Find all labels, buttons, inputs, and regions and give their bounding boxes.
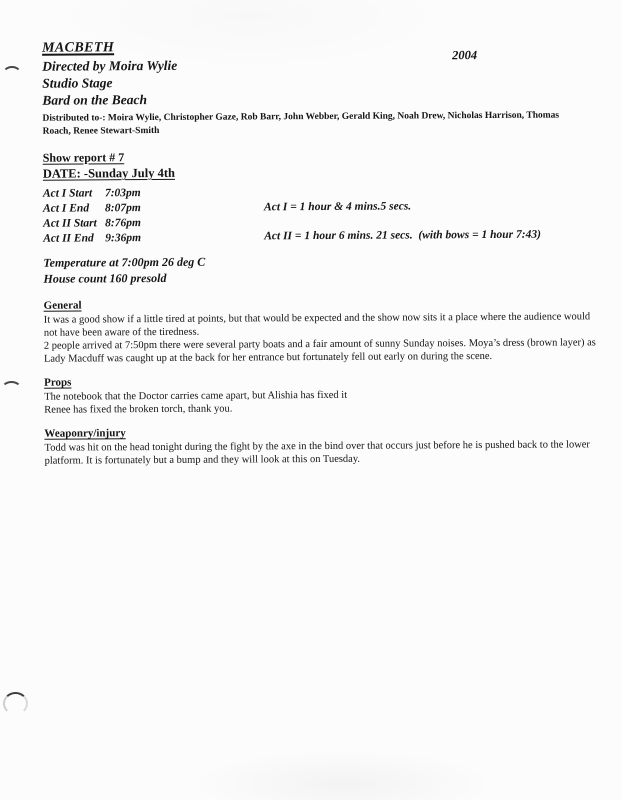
act2-duration-note: Act II = 1 hour 6 mins. 21 secs. (with bows = 1 hour 7:43) [264, 228, 541, 243]
act1-duration-note: Act I = 1 hour & 4 mins.5 secs. [263, 200, 412, 214]
section-body: It was a good show if a little tired at points, but that would be expected and the show now sits it a place where the audience would not have been aware of the tiredness. 2 people arrived at 7:50pm there were several party boats and a fair amount of sunny Sunday noises. Moya’s dress (brown layer) as Lady Macduff was caught up at the back for her entrance but fortunately fell out early on during the scene. [43, 311, 596, 365]
section-weaponry-injury [44, 424, 600, 467]
section-general [44, 296, 600, 365]
document-header [42, 36, 599, 137]
binder-hole-mark-middle [1, 381, 22, 398]
stage-line: Studio Stage [42, 75, 113, 91]
house-count-line: House count 160 presold [43, 270, 167, 286]
director-line: Directed by Moira Wylie [42, 57, 178, 74]
section-props [44, 373, 600, 416]
distribution-list: Distributed to-: Moira Wylie, Christopher Gaze, Rob Barr, John Webber, Gerald King, Noah Drew, Nicholas Harrison, Thomas Roach, Renee Stewart-Smith [42, 110, 560, 137]
show-report-number: Show report # 7 [42, 150, 125, 165]
company-line: Bard on the Beach [42, 92, 148, 108]
year-label: 2004 [452, 48, 478, 63]
show-report-section [43, 147, 600, 286]
section-heading: Props [44, 376, 72, 389]
act-time: 9:36pm [105, 232, 142, 245]
act-times-table [43, 183, 599, 246]
act-label: Act I Start [42, 187, 93, 200]
section-body: The notebook that the Doctor carries came apart, but Alishia has fixed it Renee has fixed the broken torch, thank you. [44, 389, 348, 416]
section-heading: General [43, 299, 82, 312]
show-report-date: DATE: -Sunday July 4th [42, 165, 175, 181]
act-time: 8:07pm [104, 202, 141, 215]
act-label: Act I End [43, 202, 90, 215]
temperature-line: Temperature at 7:00pm 26 deg C [43, 254, 206, 270]
document-content [42, 36, 601, 467]
binder-hole-mark-top [2, 66, 22, 84]
binder-hole-mark-bottom [3, 692, 28, 715]
document-title: MACBETH [42, 40, 115, 56]
conditions-block [43, 252, 599, 286]
act-label: Act II End [43, 232, 94, 245]
act-time: 8:76pm [105, 217, 141, 230]
section-heading: Weaponry/injury [44, 427, 126, 440]
act-time: 7:03pm [104, 187, 141, 200]
act-label: Act II Start [43, 217, 97, 230]
section-body: Todd was hit on the head tonight during the fight by the axe in the bind over that occurs just before he is pushed back to the lower platform. It is fortunately but a bump and they will look at this on Tuesday. [44, 439, 590, 467]
